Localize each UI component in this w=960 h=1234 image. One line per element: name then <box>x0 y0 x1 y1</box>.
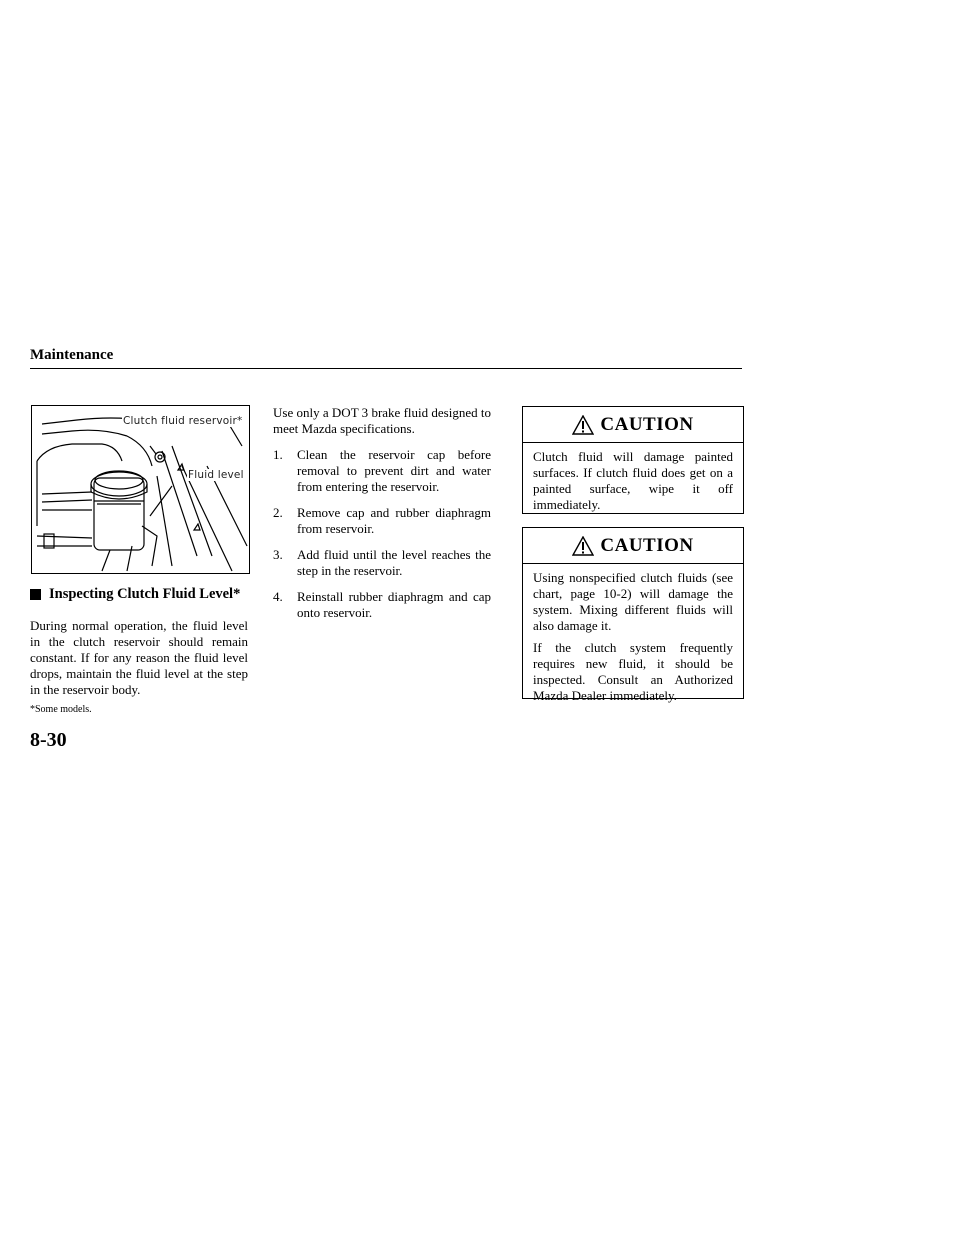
step-item <box>273 447 491 495</box>
caution-text: Clutch fluid will damage painted surfaces. If clutch fluid does get on a painted surface, wipe it off immediately. <box>533 449 733 512</box>
footnote: *Some models. <box>30 704 92 715</box>
caution-header <box>523 407 743 443</box>
caution-title: CAUTION <box>600 413 694 435</box>
caution-box <box>522 527 744 703</box>
page-header-title: Maintenance <box>30 347 114 363</box>
steps-list <box>273 447 491 621</box>
caution-header <box>523 528 743 564</box>
caution-body <box>523 443 743 519</box>
caution-text: If the clutch system frequently requires new fluid, it should be inspected. Consult an Authorized Mazda Dealer immediately. <box>533 640 733 703</box>
step-number: 2. <box>273 505 283 520</box>
step-text: Reinstall rubber diaphragm and cap onto reservoir. <box>297 589 491 620</box>
step-item <box>273 589 491 621</box>
square-bullet-icon <box>30 589 41 600</box>
section-heading <box>30 586 240 603</box>
caution-box <box>522 406 744 514</box>
caution-text: Using nonspecified clutch fluids (see chart, page 10-2) will damage the system. Mixing different fluids will also damage it. <box>533 570 733 633</box>
step-text: Clean the reservoir cap before removal to prevent dirt and water from entering the reservoir. <box>297 447 491 494</box>
caution-title: CAUTION <box>600 534 694 556</box>
warning-triangle-icon <box>572 415 594 435</box>
engine-bay-drawing <box>32 406 249 573</box>
step-item <box>273 505 491 537</box>
caution-body <box>523 564 743 710</box>
step-item <box>273 547 491 579</box>
step-number: 1. <box>273 447 283 462</box>
clutch-reservoir-illustration <box>31 405 250 574</box>
fluid-level-callout-label: Fluid level <box>188 469 244 481</box>
step-text: Remove cap and rubber diaphragm from reservoir. <box>297 505 491 536</box>
step-number: 3. <box>273 547 283 562</box>
intro-paragraph: Use only a DOT 3 brake fluid designed to meet Mazda specifications. <box>273 405 491 436</box>
section-heading-text: Inspecting Clutch Fluid Level* <box>49 586 241 602</box>
section-paragraph: During normal operation, the fluid level in the clutch reservoir should remain constant. If for any reason the fluid level drops, maintain the fluid level at the step in the reservoir body. <box>30 618 248 697</box>
warning-triangle-icon <box>572 536 594 556</box>
step-text: Add fluid until the level reaches the step in the reservoir. <box>297 547 491 578</box>
header-divider <box>30 368 742 369</box>
instructions-column <box>273 405 491 631</box>
page-number: 8-30 <box>30 729 67 751</box>
reservoir-callout-label: Clutch fluid reservoir* <box>123 415 243 427</box>
step-number: 4. <box>273 589 283 604</box>
